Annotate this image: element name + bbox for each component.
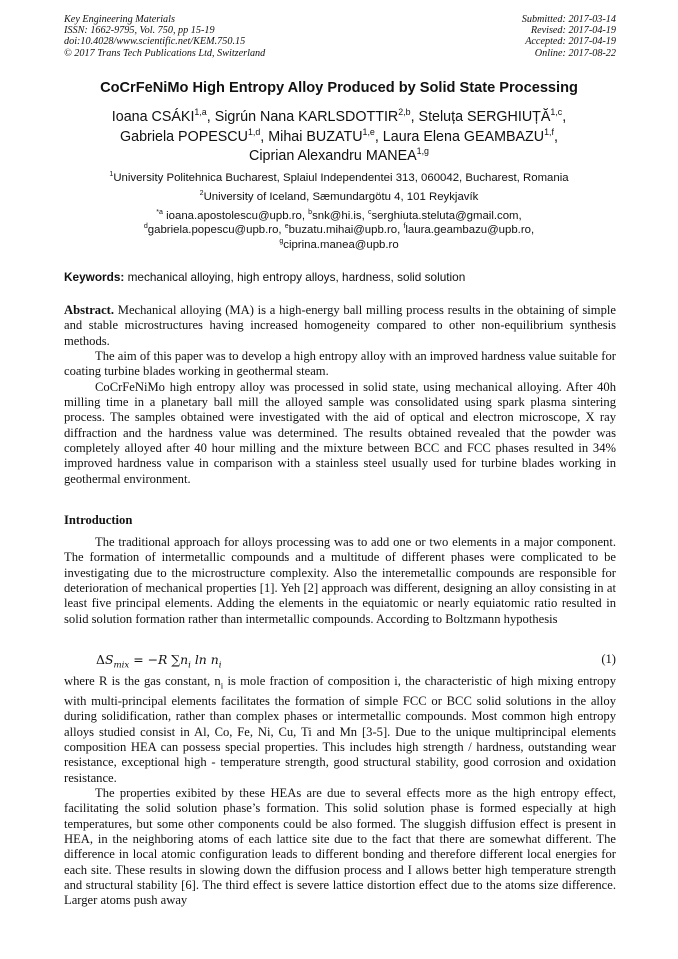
equation-number: (1) <box>601 652 616 666</box>
author: Gabriela POPESCU$^{1,d}$ <box>120 126 261 145</box>
keywords-label: Keywords: <box>64 270 125 284</box>
intro-paragraph: The properties exibited by these HEAs are due to several effects more as the high entropy effect, facilitating the solid solution phase’s formation. This solid solution phase is formed especially at high temperatures, but some other components could be also formed. The sluggish diffusion effect is present in HEA, in the neighboring atoms of each lattice site due to the fact that there are somewhat different. The difference in local atomic configuration leads to different bonding and therefore different local energies for each site. These results in slowing down the diffusion process and I allows better high temperature strength and structural stability [6]. The third effect is severe lattice distortion effect due to the atoms size difference. Larger atoms push away <box>64 785 616 908</box>
author: Mihai BUZATU$^{1,e}$ <box>268 126 375 145</box>
section-heading: Introduction <box>64 513 133 527</box>
introduction-text-continued <box>64 674 616 909</box>
intro-paragraph: The traditional approach for alloys processing was to add one or two elements in a major component. The formation of intermetallic compounds and a multitude of different phases were complicated to be investigating due to the microstructure complexity. Also the interemetallic compounds are responsible for deterioration of mechanical properties [1]. Yeh [2] approach was different, designing an alloy consisting in at least five principal elements. Adding the elements in the equiatomic or nearly equiatomic ratio resulted in solid solution formation rather than intermetallic compounds. According to Boltzmann hypothesis <box>64 535 616 626</box>
introduction-text <box>64 535 616 627</box>
email-list: $^{*a}$ ioana.apostolescu@upb.ro, $^b$snk@hi.is, $^c$serghiuta.steluta@gmail.com, $^d$gabriela.popescu@upb.ro, $^e$buzatu.mihai@upb.ro, $^f$laura.geambazu@upb.ro, $^g$ciprina.manea@upb.ro <box>143 209 535 251</box>
author: Laura Elena GEAMBAZU$^{1,f}$ <box>382 126 554 145</box>
journal-header-right <box>522 14 616 59</box>
keywords <box>64 270 616 284</box>
author: Sigrún Nana KARLSDOTTIR$^{2,b}$ <box>214 107 411 125</box>
keywords-text: mechanical alloying, high entropy alloys, hardness, solid solution <box>124 270 466 284</box>
email-link[interactable]: buzatu.mihai@upb.ro, <box>288 224 404 237</box>
email-link[interactable]: snk@hi.is, <box>312 210 368 222</box>
email-link[interactable]: gabriela.popescu@upb.ro, <box>147 224 285 237</box>
abstract <box>64 303 616 487</box>
revised-date: Revised: 2017-04-19 <box>530 25 616 37</box>
entropy-formula: $\Delta S_{mix} = -R$ $\sum n_i$ $\ln n_i$ <box>96 652 222 671</box>
email-link[interactable]: laura.geambazu@upb.ro, <box>405 224 535 237</box>
accepted-date: Accepted: 2017-04-19 <box>525 36 616 48</box>
affiliation: $^2$University of Iceland, Sæmundargötu 4, 101 Reykjavík <box>199 190 479 203</box>
journal-header-left <box>64 14 265 59</box>
abstract-paragraph: CoCrFeNiMo high entropy alloy was processed in solid state, using mechanical alloying. After 40h milling time in a planetary ball mill the alloyed sample was consolidated using spark plasma sintering process. The samples obtained were investigated with the aid of optical and electron microscope, X ray diffraction and the hardness value was determined. The results obtained revealed that the powder was completely alloyed after 40 hour milling and the mixture between BCC and FCC phases resulted in 34% improved hardness value in comparison with a stainless steel usually used for turbine blades working in geothermal environment. <box>64 379 616 486</box>
author-list: Ioana CSÁKI$^{1,a}$, Sigrún Nana KARLSDOTTIR$^{2,b}$, Steluța SERGHIUȚĂ$^{1,c}$, Gabriela POPESCU$^{1,d}$, Mihai BUZATU$^{1,e}$, Laura Elena GEAMBAZU$^{1,f}$, Ciprian Alexandru MANEA$^{1,g}$ <box>111 107 567 164</box>
affiliation: $^1$University Politehnica Bucharest, Splaiul Independentei 313, 060042, Bucharest, Romania <box>109 171 569 184</box>
author: Ioana CSÁKI$^{1,a}$ <box>111 107 207 125</box>
copyright-line: © 2017 Trans Tech Publications Ltd, Switzerland <box>64 47 266 59</box>
author: Steluța SERGHIUȚĂ$^{1,c}$ <box>418 107 563 125</box>
abstract-paragraph: The aim of this paper was to develop a high entropy alloy with an improved hardness value suitable for coating turbine blades working in geothermal steam. <box>64 349 616 379</box>
submitted-date: Submitted: 2017-03-14 <box>521 14 616 25</box>
intro-paragraph: where R is the gas constant, $n_i$ is mole fraction of composition i, the characteristic of high mixing entropy with multi-principal elements facilitates the formation of simple FCC or BCC solid solutions in the alloy during solidification, rather than complex phases or intermetallic compounds. Most common high entropy alloys studied consist in Al, Co, Fe, Ni, Cu, Ti and Mn [3-5]. Due to the unique multiprincipal elements composition HEA can possess special properties. This includes high strength / hardness, outstanding wear resistance, exceptional high - temperature strength, good structural stability, good corrosion and oxidation resistance. <box>64 674 617 785</box>
email-link[interactable]: ioana.apostolescu@upb.ro, <box>162 210 309 222</box>
issn-line: ISSN: 1662-9795, Vol. 750, pp 15-19 <box>64 25 215 37</box>
journal-name: Key Engineering Materials <box>64 14 175 25</box>
abstract-paragraph: Abstract. Mechanical alloying (MA) is a high-energy ball milling process results in the obtaining of simple and stable microstructures having increased homogeneity compared to other non-equilibrium synthesis methods. <box>64 303 616 348</box>
abstract-label: Abstract. <box>64 303 115 317</box>
doi-line: doi:10.4028/www.scientific.net/KEM.750.15 <box>64 36 246 48</box>
online-date: Online: 2017-08-22 <box>534 47 616 59</box>
author: Ciprian Alexandru MANEA$^{1,g}$ <box>249 146 429 164</box>
email-link[interactable]: serghiuta.steluta@gmail.com, <box>371 210 522 222</box>
email-link[interactable]: ciprina.manea@upb.ro <box>283 238 399 251</box>
equation-1 <box>96 652 616 670</box>
paper-title: CoCrFeNiMo High Entropy Alloy Produced by Solid State Processing <box>100 80 578 96</box>
